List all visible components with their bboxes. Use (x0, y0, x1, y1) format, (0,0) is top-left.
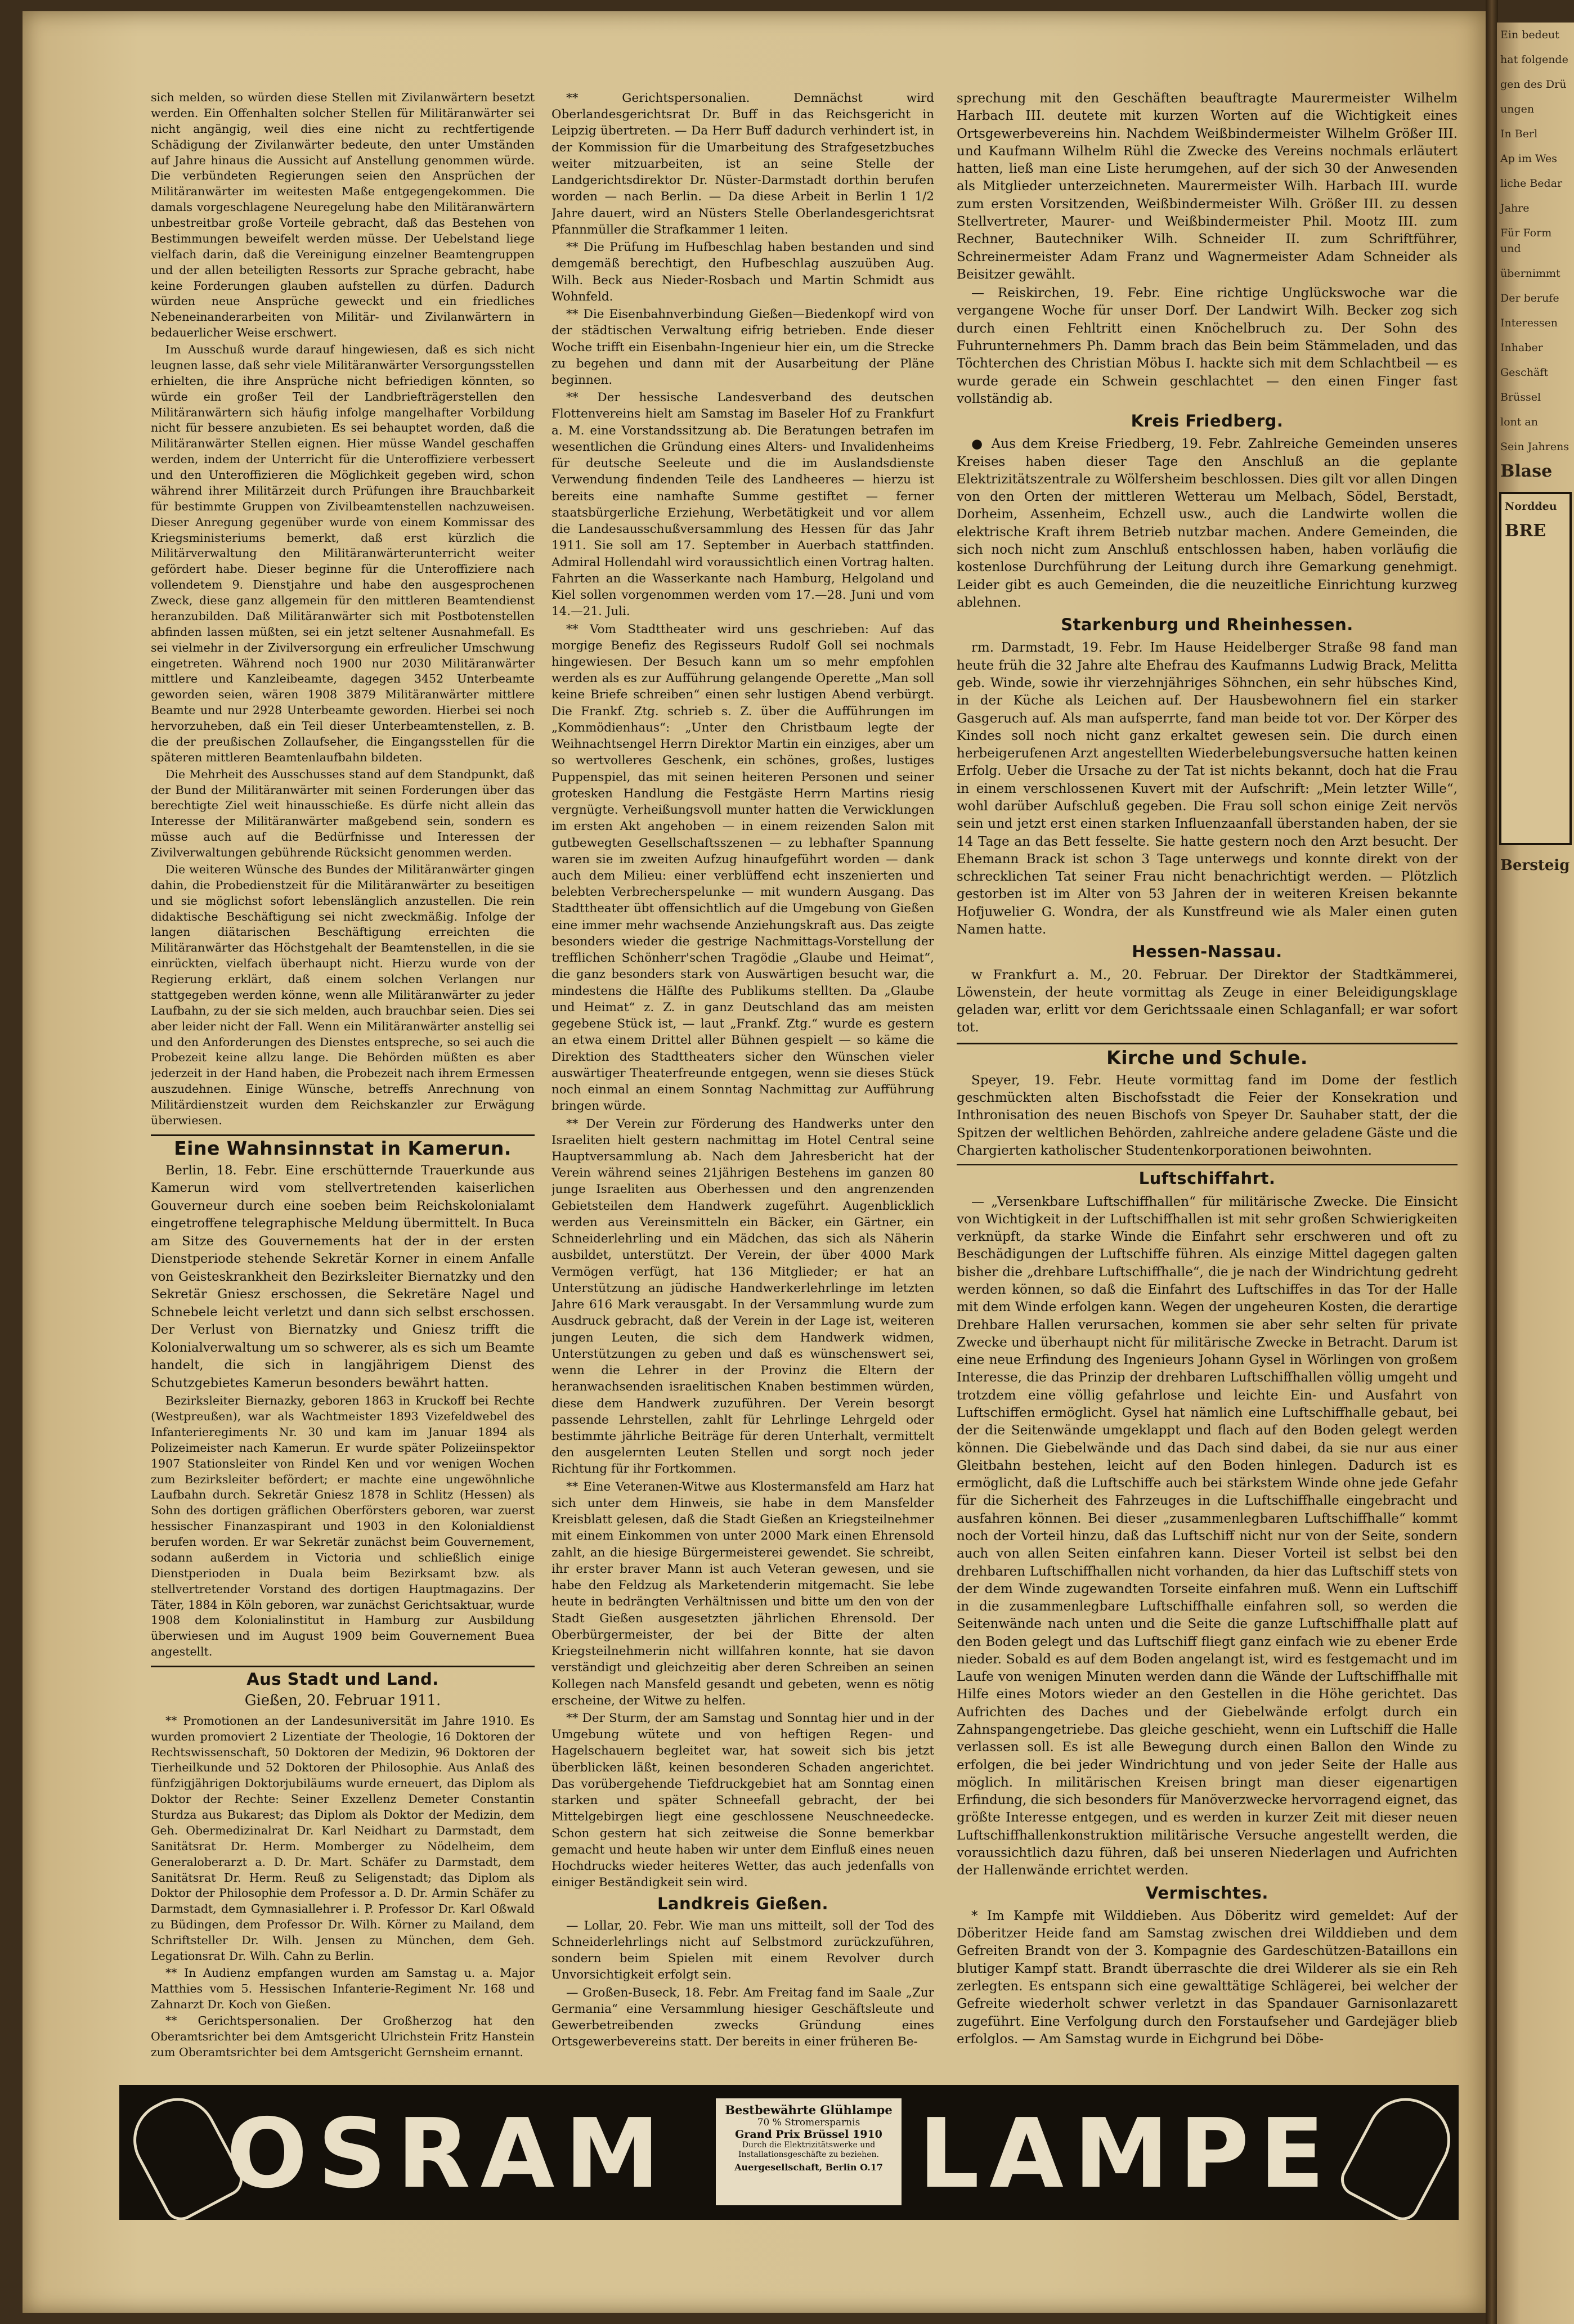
paragraph: Speyer, 19. Febr. Heute vormittag fand im Dome der festlich geschmückten alten Bischofsstadt die Feier der Konsekration und Inthronisation des neuen Bischofs von Speyer Dr. Sauhaber statt, der die Spitzen der weltlichen Behörden, zahlreiche andere geladene Gäste und die Chargierten katholischer Studentenkorporationen beiwohnten. (957, 1073, 1458, 1159)
adjacent-fragment: Ein bedeut (1500, 29, 1559, 41)
paragraph: Die weiteren Wünsche des Bundes der Militäranwärter gingen dahin, die Probedienstzeit für die Militäranwärter zu beseitigen und sie möglichst sofort lebenslänglich anzustellen. Die rein didaktische Beschäftigung sei nicht zweckmäßig. Infolge der langen diätarischen Beschäftigung erreichten die Militäranwärter das Höchstgehalt der Beamtenstellen, in die sie einrückten, vielfach überhaupt nicht. Hierzu wurde von der Regierung erklärt, daß einem solchen Verlangen nur stattgegeben werden könne, wenn alle Militäranwärter zu jeder Laufbahn, zu der sie sich melden, auch brauchbar seien. Dies sei aber leider nicht der Fall. Wenn ein Militäranwärter anstellig sei und den Anforderungen des Dienstes entspreche, so sei auch die Probezeit keine allzu lange. Die Behörden müßten es aber jederzeit in der Hand haben, die Probezeit nach ihrem Ermessen auszudehnen. Einige Wünsche, betreffs Anrechnung von Militärdienstzeit wurden dem Reichskanzler zur Erwägung überwiesen. (151, 862, 535, 1127)
adjacent-fragment: Norddeu (1505, 500, 1557, 513)
paragraph: — Großen-Buseck, 18. Febr. Am Freitag fand im Saale „Zur Germania“ eine Versammlung hiesiger Geschäftsleute und Gewerbetreibenden zwecks Gründung eines Ortsgewerbevereins statt. Der bereits in einer früheren Be- (551, 1985, 934, 2049)
paragraph: w Frankfurt a. M., 20. Februar. Der Direktor der Stadtkämmerei, Löwenstein, der heute vormittag als Zeuge in einer Beleidigungsklage geladen war, erlitt vor dem Gerichtssaale einen Schlaganfall; er war sofort tot. (957, 967, 1458, 1035)
paragraph: ● Aus dem Kreise Friedberg, 19. Febr. Zahlreiche Gemeinden unseres Kreises haben dieser Tage den Anschluß an die geplante Elektrizitätszentrale zu Wölfersheim beschlossen. Dies gilt vor allen Dingen von den Orten der mittleren Wetterau um Melbach, Södel, Berstadt, Dorheim, Assenheim, Echzell usw., auch die Landwirte wollen die elektrische Kraft ihrem Betrieb nutzbar machen. Andere Gemeinden, die sich noch nicht zum Anschluß entschlossen haben, haben vorläufig die kostenlose Durchführung der Leitung durch ihre Gemarkung genehmigt. Leider gibt es auch Gemeinden, die die neuzeitliche Einrichtung kurzweg ablehnen. (957, 437, 1458, 610)
column-1 (151, 90, 535, 2062)
adjacent-fragment: ungen (1500, 103, 1535, 115)
paragraph: ** Der Verein zur Förderung des Handwerks unter den Israeliten hielt gestern nachmittag im Hotel Central seine Hauptversammlung ab. Nach dem Jahresbericht hat der Verein während seines 21jährigen Bestehens im ganzen 80 junge Israeliten aus Oberhessen und den angrenzenden Gebietsteilen dem Handwerk zugeführt. Augenblicklich werden aus Vereinsmitteln ein Bäcker, ein Gärtner, ein Schneiderlehrling und ein Mädchen, das sich als Näherin ausbildet, unterstützt. Der Verein, der über 4000 Mark Vermögen verfügt, hat 136 Mitglieder; er hat an Unterstützung an jüdische Handwerkerlehrlinge im letzten Jahre 616 Mark verausgabt. In der Versammlung wurde zum Ausdruck gebracht, daß der Verein in der Lage ist, weiteren jungen Leuten, die sich dem Handwerk widmen, Unterstützungen zu geben und daß es wünschenswert sei, wenn die Lehrer in der Provinz die Eltern der heranwachsenden israelitischen Knaben bestimmen würden, diese dem Handwerk zuzuführen. Der Verein besorgt passende Lehrstellen, zahlt für Lehrlinge Lehrgeld oder bestimmte jährliche Beiträge für deren Unterhalt, vermittelt den ausgelernten Leuten Stellen und sorgt noch jeder Richtung für ihr Fortkommen. (551, 1116, 934, 1477)
ad-line: Bestbewährte Glühlampe (725, 2103, 893, 2117)
paragraph: ** Eine Veteranen-Witwe aus Klostermansfeld am Harz hat sich unter dem Hinweis, sie habe in dem Mansfelder Kreisblatt gelesen, daß die Stadt Gießen an Kriegsteilnehmer mit einem Einkommen von unter 2000 Mark einen Ehrensold zahlt, an die hiesige Bürgermeisterei gewendet. Sie schreibt, ihr erster braver Mann ist auch Veteran gewesen, und sie habe den Feldzug als Marketenderin mitgemacht. Sie lebe heute in bedrängten Verhältnissen und bitte um den von der Stadt Gießen ausgesetzten jährlichen Ehrensold. Der Oberbürgermeister, der bei der Bitte der alten Kriegsteilnehmerin nicht willfahren konnte, hat sie davon verständigt und gleichzeitig aber deren Schreiben an seinen Kollegen nach Mansfeld gesandt und gebeten, wenn es nötig erscheine, der Witwe zu helfen. (551, 1479, 934, 1708)
paragraph: Im Ausschuß wurde darauf hingewiesen, daß es sich nicht leugnen lasse, daß sehr viele Militäranwärter Versorgungsstellen erhielten, die ihre Ansprüche nicht befriedigen könnten, so würde ein großer Teil der Landbriefträgerstellen den Militäranwärtern sich häufig infolge mangelhafter Vorbildung nicht für bessere anzubieten. Es sei behauptet worden, daß die Militäranwärter Stellen eignen. Hier müsse Wandel geschaffen werden, indem der Unterricht für die Unteroffiziere verbessert und den Unteroffizieren die Möglichkeit gegeben wird, schon während ihrer Militärzeit durch Prüfungen ihre Brauchbarkeit für bestimmte Gruppen von Zivilbeamtenstellen nachzuweisen. Dieser Anregung gegenüber wurde von einem Kommissar des Kriegsministeriums bemerkt, daß erst kürzlich die Militärverwaltung den Militäranwärterunterricht weiter gefördert habe. Dieser beginne für die Unteroffiziere nach vollendetem 9. Dienstjahre und habe den ausgesprochenen Zweck, diese ganz allgemein für den mittleren Beamtendienst heranzubilden. Daß Militäranwärter sich mit Postbotenstellen abfinden lassen müßten, sei ein jetzt seltener Ausnahmefall. Es sei vielmehr in der Zivilversorgung ein erfreulicher Umschwung eingetreten. Während noch 1900 nur 2030 Militäranwärter mittlere und Kanzleibeamte, dagegen 3452 Unterbeamte geworden seien, wären 1908 3879 Militäranwärter mittlere Beamte und nur 2928 Unterbeamte geworden. Hierbei sei noch hervorzuheben, daß ein Teil dieser Unterbeamtenstellen, z. B. die der preußischen Zollaufseher, die Eingangsstellen für die späteren mittleren Beamtenlaufbahn bildeten. (151, 343, 535, 764)
ad-line: Auergesellschaft, Berlin O.17 (734, 2162, 883, 2173)
paragraph: rm. Darmstadt, 19. Febr. Im Hause Heidelberger Straße 98 fand man heute früh die 32 Jahre alte Ehefrau des Kaufmanns Ludwig Brack, Melitta geb. Winde, sowie ihr vierzehnjähriges Söhnchen, ein sehr hübsches Kind, in der Küche als Leichen auf. Der Hausbewohnern fiel ein starker Gasgeruch auf. Als man aufsperrte, fand man beide tot vor. Der Körper des Kindes soll noch nicht ganz erkaltet gewesen sein. Die durch einen herbeigerufenen Arzt angestellten Wiederbelebungsversuche hatten keinen Erfolg. Ueber die Ursache zu der Tat ist nichts bekannt, doch hat die Frau in einem verschlossenen Kuvert mit der Aufschrift: „Mein letzter Wille“, wohl darüber Aufschluß gegeben. Die Frau soll schon einige Zeit nervös sein und jetzt erst einen starken Influenzaanfall überstanden haben, der sie 14 Tage an das Bett fesselte. Sie hatte gestern noch den Arzt besucht. Der Ehemann Brack ist schon 3 Tage unterwegs und konnte direkt von der schrecklichen Tat seiner Frau nicht benachrichtigt werden. — Plötzlich gestorben ist im Alter von 53 Jahren der in weiteren Kreisen bekannte Hofjuwelier G. Wondra, der als Kunstfreund wie als Maler einen guten Namen hatte. (957, 640, 1458, 937)
ad-word-right: LAMPE (918, 2098, 1335, 2210)
section-heading: Vermischtes. (1146, 1883, 1268, 1903)
adjacent-fragment: Der berufe (1500, 292, 1559, 304)
paragraph: ** In Audienz empfangen wurden am Samstag u. a. Major Matthies vom 5. Hessischen Infanterie-Regiment Nr. 168 und Zahnarzt Dr. Koch von Gießen. (151, 1966, 535, 2011)
adjacent-fragment: Blase (1500, 461, 1553, 481)
paragraph: ** Gerichtspersonalien. Demnächst wird Oberlandesgerichtsrat Dr. Buff in das Reichsgericht in Leipzig übertreten. — Da Herr Buff dadurch verhindert ist, in der Kommission für die Umarbeitung des Strafgesetzbuches weiter mitzuarbeiten, ist an seine Stelle der Landgerichtsdirektor Dr. Nüster-Darmstadt dorthin berufen worden — nach Berlin. — Da diese Arbeit in Berlin 1 1/2 Jahre dauert, wird an Nüsters Stelle Oberlandesgerichtsrat Pfannmüller die Strafkammer 1 leiten. (551, 91, 934, 237)
book-gutter (1486, 0, 1498, 2324)
section-heading: Starkenburg und Rheinhessen. (1061, 615, 1353, 635)
section-heading: Aus Stadt und Land. (246, 1670, 439, 1689)
section-heading: Kirche und Schule. (1106, 1046, 1308, 1069)
column-3 (957, 90, 1458, 2049)
section-divider (151, 1134, 535, 1136)
section-divider (957, 1164, 1458, 1165)
section-heading: Luftschiffahrt. (1138, 1169, 1276, 1188)
adjacent-fragment: hat folgende (1500, 53, 1568, 66)
adjacent-fragment: Jahre (1500, 202, 1530, 214)
ad-line: Grand Prix Brüssel 1910 (735, 2128, 882, 2141)
adjacent-fragment: Bersteig (1500, 857, 1570, 874)
dateline: Gießen, 20. Februar 1911. (244, 1692, 441, 1709)
paragraph: ** Der hessische Landesverband des deutschen Flottenvereins hielt am Samstag im Baseler Hof zu Frankfurt a. M. eine Vorstandssitzung ab. Die Beratungen betrafen im wesentlichen die Gründung eines Alters- und Invalidenheims für deutsche Seeleute und die im Auslandsdienste Verwendung findenden Teile des Landheeres — hierzu ist bereits eine namhafte Summe gestiftet — ferner staatsbürgerliche Erziehung, Werbetätigkeit und vor allem die Landesausschußversammlung des Hessen für das Jahr 1911. Sie soll am 17. September in Auerbach stattfinden. Admiral Hollendahl wird voraussichtlich einen Vortrag halten. Fahrten an die Wasserkante nach Hamburg, Helgoland und Kiel sollen vorgenommen werden vom 17.—28. Juni und vom 14.—21. Juli. (551, 391, 934, 619)
ad-word-left: OSRAM (226, 2098, 670, 2210)
adjacent-fragment: Sein Jahrens (1500, 441, 1569, 453)
adjacent-fragment: lont an (1500, 416, 1538, 428)
section-heading: Kreis Friedberg. (1131, 411, 1284, 431)
adjacent-fragment: In Berl (1500, 128, 1538, 140)
adjacent-fragment: Inhaber (1500, 342, 1543, 354)
paragraph: ** Die Eisenbahnverbindung Gießen—Biedenkopf wird von der städtischen Verwaltung eifrig betrieben. Ende dieser Woche trifft ein Eisenbahn-Ingenieur hier ein, um die Strecke zu begehen und dann mit der Ausarbeitung der Pläne beginnen. (551, 307, 934, 387)
paragraph: Die Mehrheit des Ausschusses stand auf dem Standpunkt, daß der Bund der Militäranwärter mit seinen Forderungen über das berechtigte Ziel weit hinausschieße. Es dürfe nicht allein das Interesse der Militäranwärter maßgebend sein, sondern es müsse auch auf die Bedürfnisse und Interessen der Zivilverwaltungen gebührende Rücksicht genommen werden. (151, 767, 535, 859)
article-body (151, 1162, 535, 1393)
adjacent-fragment: Interessen (1500, 317, 1558, 329)
adjacent-fragment: übernimmt (1500, 267, 1560, 280)
adjacent-advert-box (1499, 492, 1572, 845)
paragraph: ** Der Sturm, der am Samstag und Sonntag hier und in der Umgebung wütete und von heftigen Regen- und Hagelschauern begleitet war, hat soweit sich bis jetzt überblicken läßt, keinen besonderen Schaden angerichtet. Das vorübergehende Tiefdruckgebiet hat am Sonntag einen starken und später Schneefall gebracht, der bei Mittelgebirgen liegt eine geschlossene Neuschneedecke. Schon gestern hat sich zeitweise die Sonne bemerkbar gemacht und heute haben wir unter dem Einfluß eines neuen Hochdrucks wieder heiteres Wetter, das auch jedenfalls von einiger Beständigkeit sein wird. (551, 1711, 934, 1890)
section-divider (151, 1666, 535, 1667)
paragraph: sich melden, so würden diese Stellen mit Zivilanwärtern besetzt werden. Ein Offenhalten solcher Stellen für Militäranwärter sei nicht angängig, weil dies eine nicht zu rechtfertigende Schädigung der Zivilanwärter bedeute, den unter Umständen auf Jahre hinaus die Aussicht auf Anstellung genommen würde. Die verbündeten Regierungen seien den Ansprüchen der Militäranwärter im weitesten Maße entgegengekommen. Die damals vorgeschlagene Neuregelung habe den Militäranwärtern unbestreitbar große Vorteile gebracht, daß das Bestehen von Bestimmungen beweifelt werden müsse. Der Uebelstand liege vielfach darin, daß die Vereinigung einzelner Beamtengruppen und der allen beteiligten Ressorts zur Sprache gebracht, habe keine Forderungen glauben aufstellen zu dürfen. Dadurch würden neue Ansprüche geweckt und ein friedliches Nebeneinanderarbeiten von Militär- und Zivilanwärtern in bedauerlicher Weise erschwert. (151, 91, 535, 340)
adjacent-page-edge (1497, 23, 1574, 2324)
ad-center-panel (716, 2098, 902, 2205)
paragraph: ** Vom Stadttheater wird uns geschrieben: Auf das morgige Benefiz des Regisseurs Rudolf Goll sei nochmals hingewiesen. Der Besuch kann um so mehr empfohlen werden als es zur Aufführung gelangende Operette „Man soll keine Briefe schreiben“ einen sehr lustigen Abend verbürgt. Die Frankf. Ztg. schrieb s. Z. über die Aufführungen im „Kommödienhaus“: „Unter den Christbaum legte der Weihnachtsengel Herrn Direktor Martin ein einziges, aber um so wertvolleres Geschenk, ein schönes, großes, lustiges Puppenspiel, das mit seinen heiteren Personen und seiner grotesken Handlung die Festgäste Herrn Martins riesig vergnügte. Verheißungsvoll munter hatten die Verwicklungen im ersten Akt angehoben — in einem reizenden Salon mit gutbewegten Gesellschaftsszenen — zu lebhafter Spannung waren sie im zweiten Aufzug hinaufgeführt worden — dank auch dem Milieu: einer verblüffend echt inszenierten und belebten Verbrecherspelunke — mit wundern Ausgang. Das Stadttheater übt offensichtlich auf die Umgebung von Gießen eine immer mehr wachsende Anziehungskraft aus. Das zeigte besonders wieder die gestrige Nachmittags-Vorstellung der trefflichen Schönherr'schen Tragödie „Glaube und Heimat“, die ganz besonders stark von Auswärtigen besucht war, die mindestens die Hälfte des Publikums stellten. Da „Glaube und Heimat“ z. Z. in ganz Deutschland das am meisten gegebene Stück ist, — laut „Frankf. Ztg.“ wurde es gestern an etwa einem Drittel aller Bühnen gespielt — so käme die Direktion des Stadttheaters sicher den Wünschen vieler auswärtiger Theaterfreunde entgegen, wenn sie dieses Stück noch einmal an einem Sonntag Nachmittag zur Aufführung bringen würde. (551, 622, 934, 1114)
paragraph: Berlin, 18. Febr. Eine erschütternde Trauerkunde aus Kamerun wird vom stellvertretenden kaiserlichen Gouverneur durch eine soeben beim Reichskolonialamt eingetroffene telegraphische Meldung übermittelt. In Buca am Sitze des Gouvernements hat der in der ersten Dienstperiode stehende Sekretär Korner in einem Anfalle von Geisteskrankheit den Bezirksleiter Biernatzky und den Sekretär Gniesz erschossen, die Sekretäre Nagel und Schnebele leicht verletzt und dann sich selbst erschossen. Der Verlust von Biernatzky und Gniesz trifft die Kolonialverwaltung um so schwerer, als es sich um Beamte handelt, die sich in langjährigem Dienst des Schutzgebietes Kamerun besonders bewährt hatten. (151, 1163, 535, 1390)
adjacent-fragment: gen des Drü (1500, 78, 1567, 91)
ad-line: Durch die Elektrizitätswerke und Installationsgeschäfte zu beziehen. (738, 2141, 879, 2159)
adjacent-fragment: Für Form und (1500, 227, 1552, 255)
paragraph: sprechung mit den Geschäften beauftragte Maurermeister Wilhelm Harbach III. deutete mit kurzen Worten auf die Wichtigkeit eines Ortsgewerbevereins hin. Nachdem Weißbindermeister Wilhelm Größer III. und Kaufmann Wilhelm Rühl die Zwecke des Vereins nochmals erläutert hatten, ließ man eine Liste herumgehen, auf der sich 30 der Anwesenden als Mitglieder unterzeichneten. Maurermeister Wilh. Harbach III. wurde zum ersten Vorsitzenden, Weißbindermeister Wilh. Größer III. zu dessen Stellvertreter, Maurer- und Weißbindermeister Phil. Mootz III. zum Rechner, Bautechniker Wilh. Schneider II. zum Schriftführer, Schreinermeister Adam Franz und Wagnermeister Adam Schneider als Beisitzer gewählt. (957, 91, 1458, 282)
section-divider (957, 1043, 1458, 1044)
osram-advertisement (119, 2085, 1459, 2220)
column-2 (551, 90, 934, 2052)
lightbulb-icon (1335, 2085, 1459, 2220)
adjacent-fragment: Brüssel (1500, 391, 1541, 403)
paragraph: — „Versenkbare Luftschiffhallen“ für militärische Zwecke. Die Einsicht von Wichtigkeit in der Luftschiffhallen ist mit sehr großen Schwierigkeiten verknüpft, da starke Winde die Einfahrt sehr erschweren und oft zu Beschädigungen der Luftschiffe führen. Als einzige Mittel dagegen galten bisher die „drehbare Luftschiffhalle“, die je nach der Windrichtung gedreht werden können, so daß die Einfahrt des Luftschiffes in das Tor der Halle mit dem Winde erfolgen kann. Wegen der ungeheuren Kosten, die derartige Drehbare Hallen verursachen, kommen sie aber sehr selten für private Zwecke und überhaupt nicht für militärische Zwecke in Betracht. Darum ist eine neue Erfindung des Ingenieurs Johann Gysel in Wörlingen von großem Interesse, die das Prinzip der drehbaren Luftschiffhallen völlig umgeht und trotzdem eine völlig gefahrlose und leichte Ein- und Ausfahrt von Luftschiffen ermöglicht. Gysel hat nämlich eine Luftschiffhalle gebaut, bei der die Seitenwände umgeklappt und flach auf den Boden gelegt werden können. Die Giebelwände und das Dach sind dabei, da sie nur aus einer Gleitbahn bestehen, leicht auf den Boden hinlegen. Dadurch ist es ermöglicht, daß die Luftschiffe auch bei stärkstem Winde ohne jede Gefahr für die Sicherheit des Fahrzeuges in die Luftschiffhalle eingebracht und ausfahren können. Bei dieser „zusammenlegbaren Luftschiffhalle“ kommt noch der Vorteil hinzu, daß das Luftschiff nicht nur von der Seite, sondern auch von allen Seiten einfahren kann. Dieser Vorteil ist selbst bei den drehbaren Luftschiffhallen nicht vorhanden, da hier das Luftschiff stets von der dem Winde zugewandten Torseite einfahren muß. Wenn ein Luftschiff in die zusammenlegbare Luftschiffhalle einfahren soll, so werden die Seitenwände nach unten und die Seite die ganze Luftschiffhalle platt auf den Boden gelegt und das Luftschiff fliegt ganz einfach wie zu ebener Erde nieder. Sobald es auf dem Boden angelangt ist, wird es festgemacht und im Laufe von wenigen Minuten werden dann die Wände der Luftschiffhalle mit Hilfe eines Motors wieder an den Gestellen in die Höhe gerichtet. Das Aufrichten des Daches und der Giebelwände erfolgt durch ein Zahnspangengetriebe. Das gleiche geschieht, wenn ein Luftschiff die Halle verlassen soll. Es ist alle Bewegung durch einen Ballon den Winde zu erfolgen, die bei jeder Windrichtung und von jeder Seite der Halle aus möglich. In militärischen Kreisen bringt man dieser eigenartigen Erfindung, die sich besonders für Manöverzwecke hervorragend eignet, das größte Interesse entgegen, und es werden in kurzer Zeit mit dieser neuen Luftschiffhallenkonstruktion militärische Versuche angestellt werden, die voraussichtlich dazu führen, daß bei unseren Niederlagen und Aufrichten der Hallenwände errichtet werden. (957, 1194, 1458, 1878)
adjacent-fragment: Ap im Wes (1500, 152, 1558, 165)
section-heading: Eine Wahnsinnstat in Kamerun. (174, 1137, 512, 1159)
ad-line: 70 % Stromersparnis (757, 2117, 860, 2128)
paragraph: ** Die Prüfung im Hufbeschlag haben bestanden und sind demgemäß berechtigt, den Hufbeschlag auszuüben Aug. Wilh. Beck aus Nieder-Rosbach und Martin Schmidt aus Wohnfeld. (551, 240, 934, 304)
section-heading: Landkreis Gießen. (657, 1894, 829, 1913)
paragraph: — Lollar, 20. Febr. Wie man uns mitteilt, soll der Tod des Schneiderlehrlings nicht auf Selbstmord zurückzuführen, sondern beim Spielen mit einem Revolver durch Unvorsichtigkeit erfolgt sein. (551, 1918, 934, 1982)
paragraph: ** Gerichtspersonalien. Der Großherzog hat den Oberamtsrichter bei dem Amtsgericht Ulrichstein Fritz Hanstein zum Oberamtsrichter bei dem Amtsgericht Gernsheim ernannt. (151, 2014, 535, 2060)
paragraph: Bezirksleiter Biernazky, geboren 1863 in Kruckoff bei Rechte (Westpreußen), war als Wachtmeister 1893 Vizefeldwebel des Infanterieregiments Nr. 30 und kam im Januar 1894 als Polizeimeister nach Kamerun. Er wurde später Polizeiinspektor 1907 Stationsleiter von Rindel Ken und vor wenigen Wochen zum Bezirksleiter befördert; er machte eine ungewöhnliche Laufbahn durch. Sekretär Gniesz 1878 in Schlitz (Hessen) als Sohn des dortigen gräflichen Oberförsters geboren, war zuerst hessischer Finanzaspirant und 1903 in den Kolonialdienst berufen worden. Er war Sekretär zunächst beim Gouvernement, sodann außerdem in Victoria und schließlich einige Dienstperioden in Duala beim Bezirksamt bzw. als stellvertretender Vorstand des dortigen Hauptmagazins. Der Täter, 1884 in Köln geboren, war zunächst Gerichtsaktuar, wurde 1908 dem Kolonialinstitut in Hamburg zur Ausbildung überwiesen und im August 1909 beim Gouvernement Buea angestellt. (151, 1394, 535, 1659)
adjacent-fragment: BRE (1505, 521, 1546, 541)
adjacent-fragment: liche Bedar (1500, 177, 1563, 190)
paragraph: * Im Kampfe mit Wilddieben. Aus Döberitz wird gemeldet: Auf der Döberitzer Heide fand am Samstag zwischen drei Wilddieben und dem Gefreiten Brandt von der 3. Kompagnie des Gardeschützen-Bataillons ein blutiger Kampf statt. Brandt überraschte die drei Wilderer als sie ein Reh zerlegten. Es entspann sich eine gewalttätige Schlägerei, bei welcher der Gefreite wiederholt schwer verletzt in das Spandauer Garnisonlazarett zugeführt. Eine Verfolgung durch den Forstaufseher und Gardejäger blieb erfolglos. — Am Samstag wurde in Eichgrund bei Döbe- (957, 1908, 1458, 2047)
paragraph: ** Promotionen an der Landesuniversität im Jahre 1910. Es wurden promoviert 2 Lizentiate der Theologie, 16 Doktoren der Rechtswissenschaft, 50 Doktoren der Medizin, 96 Doktoren der Tierheilkunde und 52 Doktoren der Philosophie. Aus Anlaß des fünfzigjährigen Doktorjubiläums wurde erneuert, das Diplom als Doktor der Rechte: Seiner Exzellenz Demeter Constantin Sturdza aus Bukarest; das Diplom als Doktor der Medizin, dem Geh. Obermedizinalrat Dr. Karl Neidhart zu Darmstadt, dem Sanitätsrat Dr. Herm. Momberger zu Nödelheim, dem Generaloberarzt a. D. Dr. Mart. Schäfer zu Darmstadt, dem Sanitätsrat Dr. Herm. Reuß zu Seligenstadt; das Diplom als Doktor der Philosophie dem Professor a. D. Dr. Armin Schäfer zu Darmstadt, dem Gymnasiallehrer i. P. Professor Dr. Karl Oßwald zu Büdingen, dem Professor Dr. Wilh. Körner zu Mailand, dem Schriftsteller Dr. Wilh. Jensen zu München, dem Geh. Legationsrat Dr. Wilh. Cahn zu Berlin. (151, 1713, 535, 1963)
paragraph: — Reiskirchen, 19. Febr. Eine richtige Unglückswoche war die vergangene Woche für unser Dorf. Der Landwirt Wilh. Becker zog sich durch einen Fehltritt einen Knöchelbruch zu. Der Sohn des Fuhrunternehmers Ph. Damm brach das Bein beim Stämmeladen, und das Töchterchen des Christian Möbus I. hackte sich mit dem Schlachtbeil — es wurde gerade ein Schwein geschlachtet — den einen Finger fast vollständig ab. (957, 286, 1458, 406)
section-heading: Hessen-Nassau. (1132, 942, 1282, 962)
adjacent-fragment: Geschäft (1500, 366, 1549, 379)
